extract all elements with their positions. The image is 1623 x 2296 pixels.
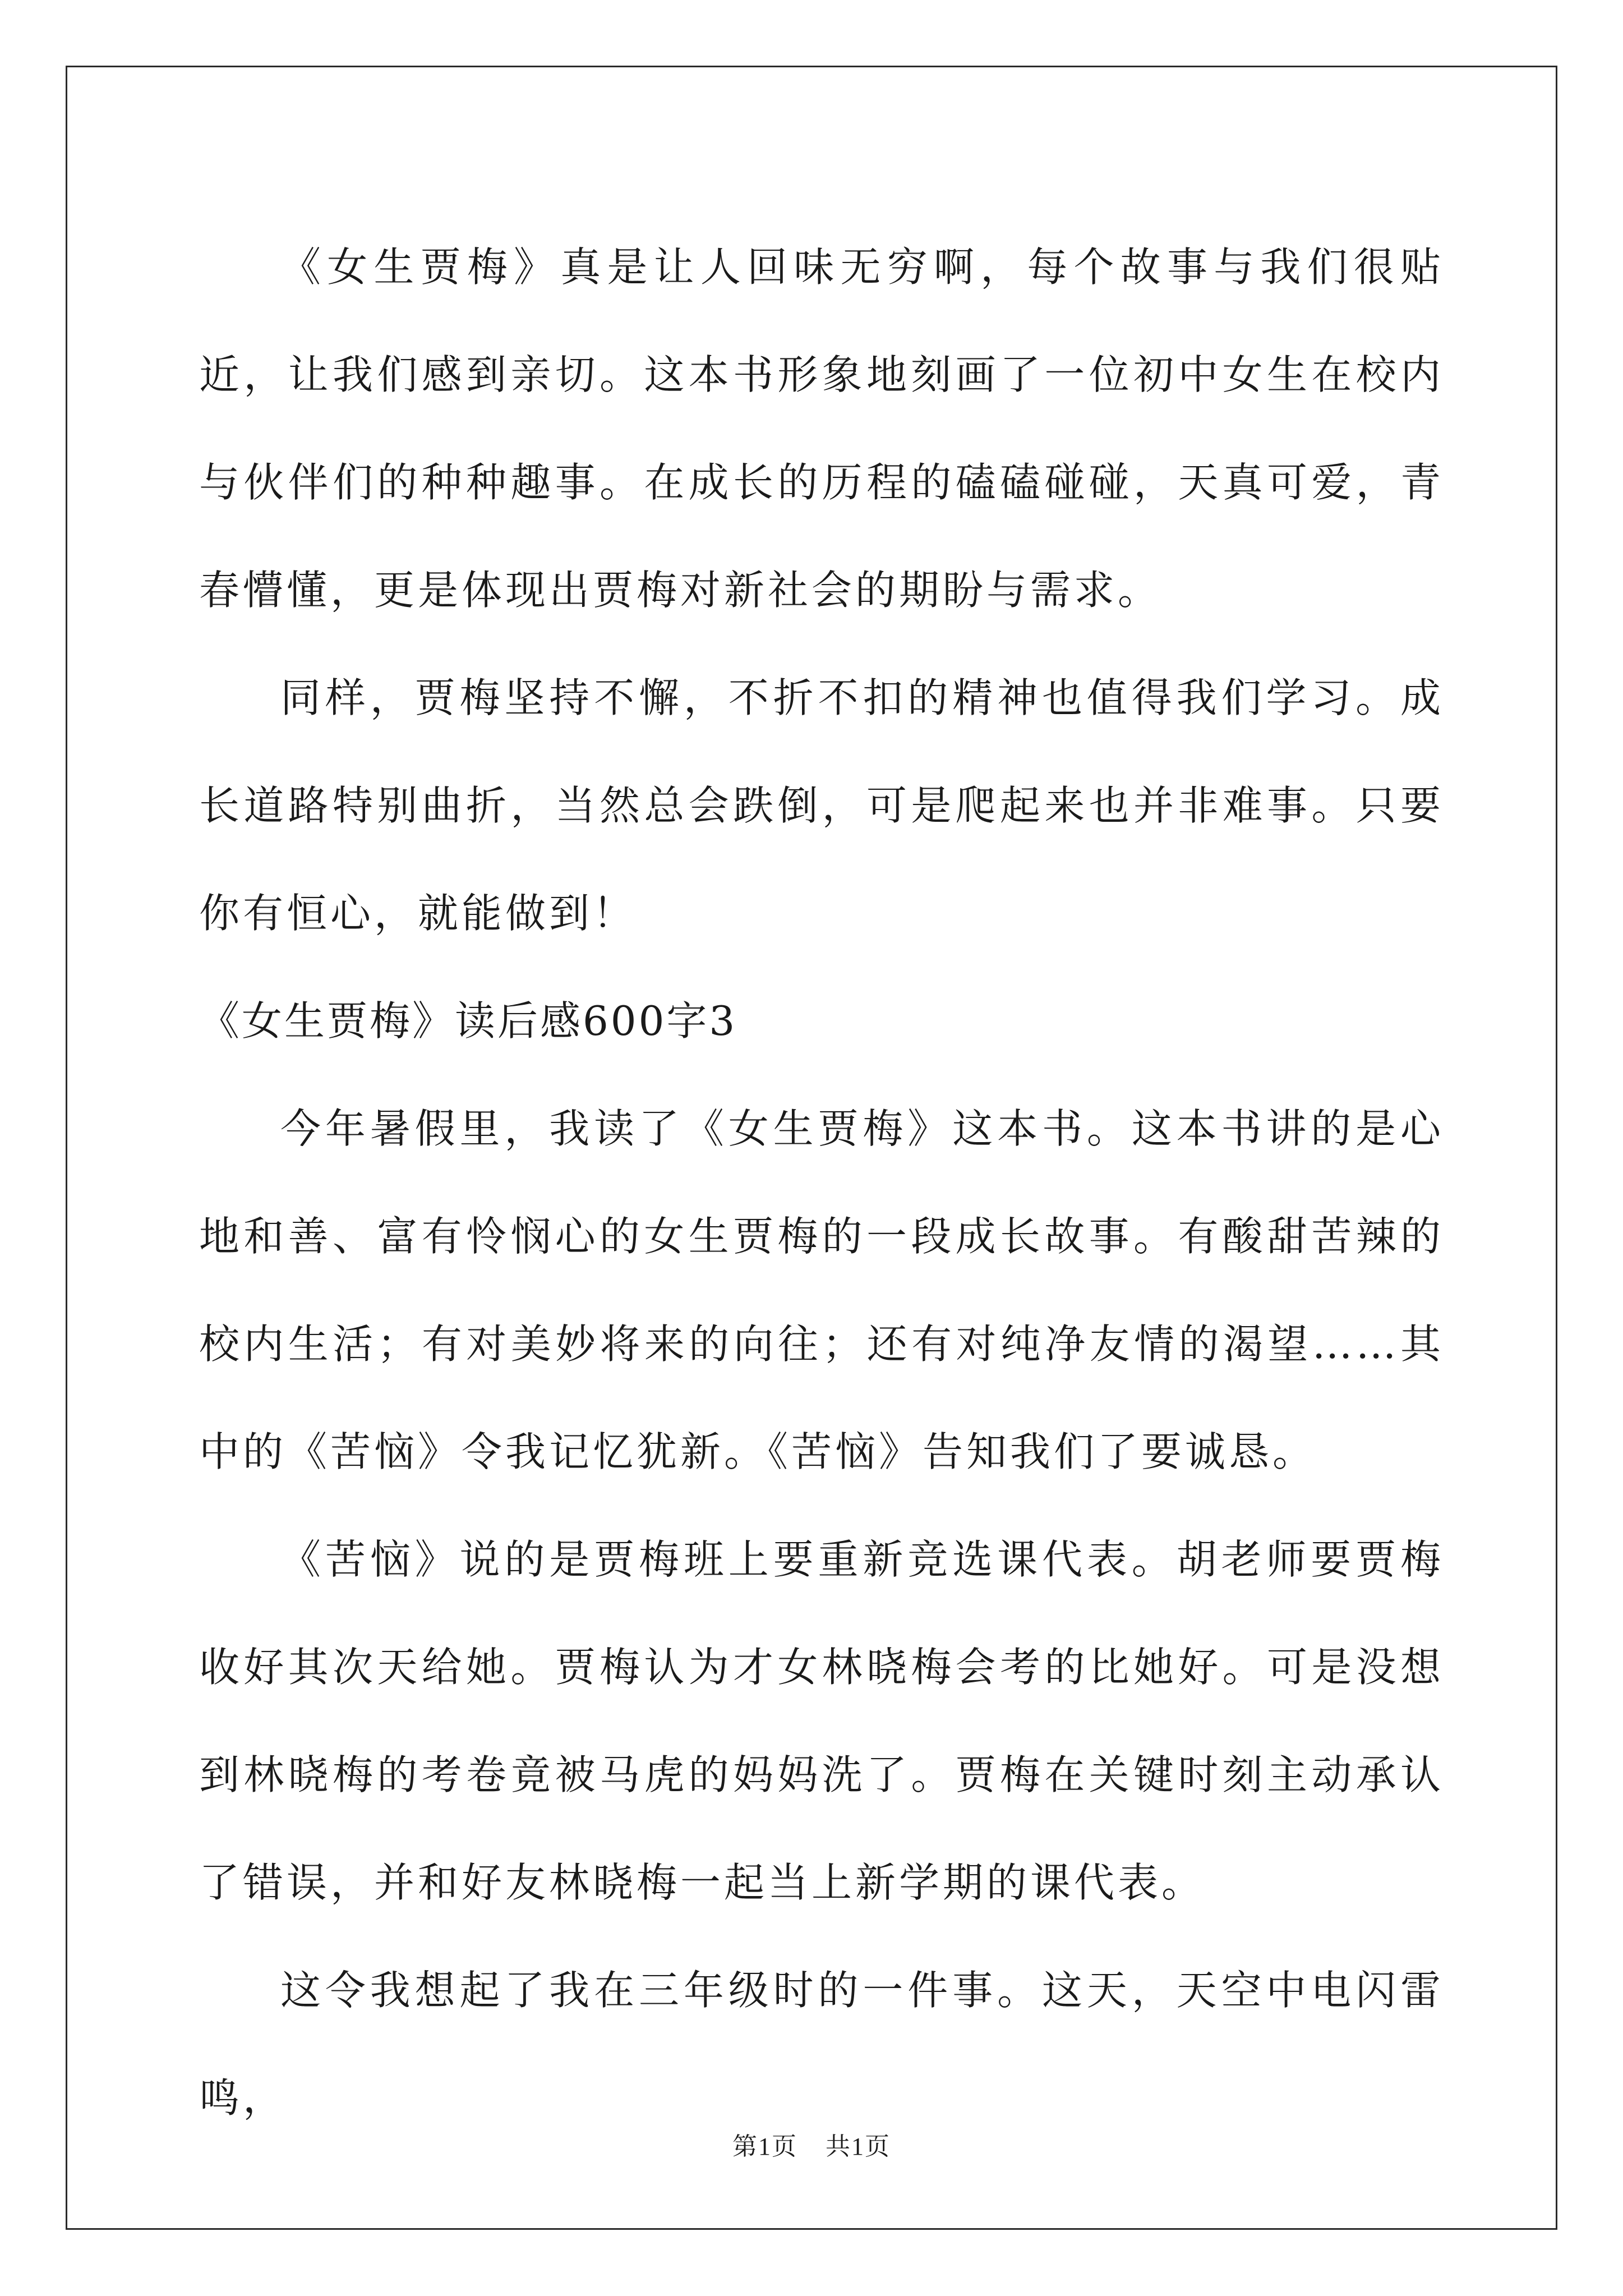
paragraph-3: 今年暑假里，我读了《女生贾梅》这本书。这本书讲的是心地和善、富有怜悯心的女生贾梅的一段成长故事。有酸甜苦辣的校内生活；有对美妙将来的向往；还有对纯净友情的渴望……其中的《苦恼》令我记忆犹新。《苦恼》告知我们了要诚恳。	[199, 1105, 1444, 1475]
paragraph-1: 《女生贾梅》真是让人回味无穷啊，每个故事与我们很贴近，让我们感到亲切。这本书形象地刻画了一位初中女生在校内与伙伴们的种种趣事。在成长的历程的磕磕碰碰，天真可爱，青春懵懂，更是体现出贾梅对新社会的期盼与需求。	[199, 243, 1444, 614]
document-body	[199, 213, 1444, 2152]
paragraph-2: 同样，贾梅坚持不懈，不折不扣的精神也值得我们学习。成长道路特别曲折，当然总会跌倒，可是爬起来也并非难事。只要你有恒心，就能做到！	[199, 674, 1444, 937]
paragraph-4: 《苦恼》说的是贾梅班上要重新竞选课代表。胡老师要贾梅收好其次天给她。贾梅认为才女林晓梅会考的比她好。可是没想到林晓梅的考卷竟被马虎的妈妈洗了。贾梅在关键时刻主动承认了错误，并和好友林晓梅一起当上新学期的课代表。	[199, 1536, 1444, 1906]
section-heading: 《女生贾梅》读后感600字3	[199, 997, 737, 1045]
paragraph-5: 这令我想起了我在三年级时的一件事。这天，天空中电闪雷鸣，	[199, 1967, 1444, 2122]
page-number: 第1页	[732, 2133, 797, 2160]
page-footer	[0, 2126, 1623, 2162]
page-total: 共1页	[826, 2133, 891, 2160]
